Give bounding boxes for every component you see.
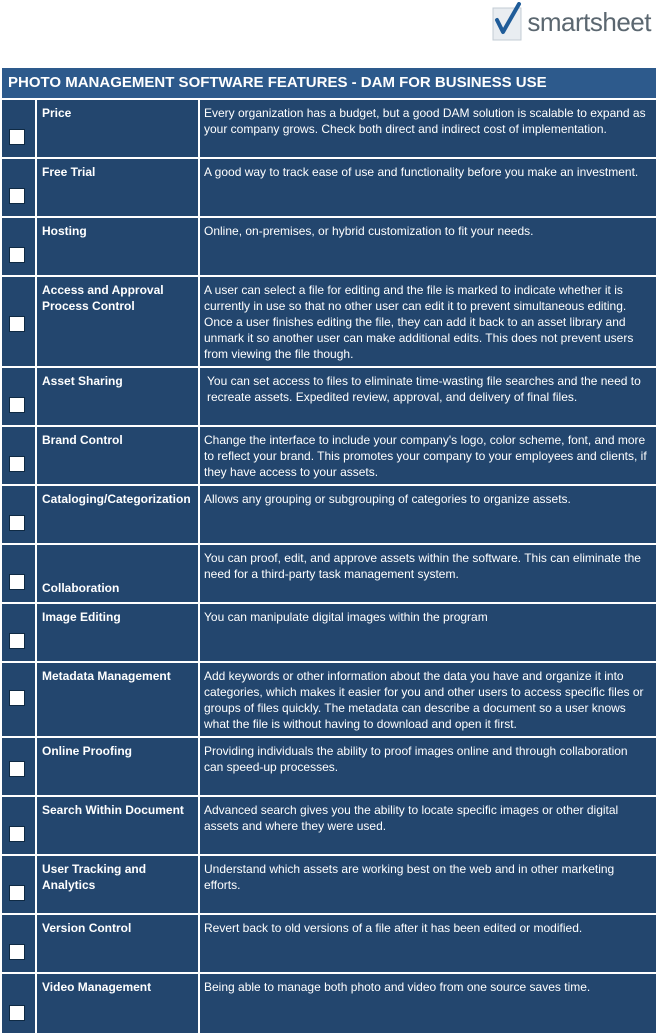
checkbox-cell [2,856,37,913]
checkbox-cell [2,277,37,366]
feature-name: Price [37,100,200,157]
table-row [2,486,656,545]
checkbox-cell [2,368,37,425]
feature-checklist-table [2,68,656,1033]
checkbox-cell [2,974,37,1033]
feature-description: You can manipulate digital images within the program [204,610,488,624]
table-row [2,915,656,974]
checkbox-cell [2,545,37,602]
checkbox[interactable] [9,129,25,145]
checkbox-cell [2,797,37,854]
table-row [2,427,656,486]
feature-description: You can proof, edit, and approve assets within the software. This can eliminate the need for a third-party task management system. [204,551,641,581]
checkbox-cell [2,159,37,216]
feature-description: A good way to track ease of use and functionality before you make an investment. [204,165,639,179]
feature-name: Cataloging/Categorization [37,486,200,543]
checkmark-logo-icon [491,2,525,42]
feature-description: Being able to manage both photo and video from one source saves time. [204,980,591,994]
feature-name: User Tracking and Analytics [37,856,200,913]
feature-name-cell [37,545,200,602]
feature-name: Free Trial [37,159,200,216]
checkbox-cell [2,427,37,484]
feature-description: Change the interface to include your company's logo, color scheme, font, and more to reflect your brand. This promotes your company to your employees and clients, if they have access to your assets. [204,433,647,479]
checkbox-cell [2,218,37,275]
table-row [2,738,656,797]
table-row [2,159,656,218]
checkbox[interactable] [9,456,25,472]
feature-description: Advanced search gives you the ability to locate specific images or other digital assets and where they were used. [204,803,619,833]
feature-name: Video Management [37,974,200,1033]
feature-description: You can set access to files to eliminate time-wasting file searches and the need to recreate assets. Expedited review, approval, and delivery of final files. [207,374,641,404]
table-row [2,663,656,738]
table-row [2,100,656,159]
checkbox-cell [2,738,37,795]
smartsheet-logo [491,2,651,42]
checkbox[interactable] [9,515,25,531]
feature-name: Metadata Management [37,663,200,736]
table-row [2,368,656,427]
feature-description: Providing individuals the ability to proof images online and through collaboration can speed-up processes. [204,744,628,774]
table-row [2,604,656,663]
checkbox[interactable] [9,1005,25,1021]
feature-description: Every organization has a budget, but a good DAM solution is scalable to expand as your company grows. Check both direct and indirect cost of implementation. [204,106,646,136]
table-row [2,974,656,1033]
feature-name: Online Proofing [37,738,200,795]
feature-description: A user can select a file for editing and the file is marked to indicate whether it is currently in use so that no other user can edit it to prevent simultaneous editing. Once a user finishes editing the file, they can add it back to an asset library and unmark it so another user can make additional edits. This does not prevent users from viewing the file though. [204,283,634,361]
feature-name: Brand Control [37,427,200,484]
feature-name: Image Editing [37,604,200,661]
feature-description: Add keywords or other information about the data you have and organize it into categories, which makes it easier for you and other users to access specific files or groups of files quickly. The metadata can describe a document so a user knows what the file is without having to download and open it first. [204,669,644,731]
feature-description: Understand which assets are working best on the web and in other marketing efforts. [204,862,615,892]
logo-wordmark: smartsheet [527,6,651,37]
checkbox[interactable] [9,397,25,413]
feature-name: Search Within Document [37,797,200,854]
checkbox[interactable] [9,944,25,960]
feature-name: Asset Sharing [37,368,200,425]
feature-description: Allows any grouping or subgrouping of categories to organize assets. [204,492,571,506]
feature-description: Online, on-premises, or hybrid customization to fit your needs. [204,224,534,238]
checkbox[interactable] [9,247,25,263]
checkbox-cell [2,100,37,157]
feature-description: Revert back to old versions of a file after it has been edited or modified. [204,921,583,935]
feature-name: Hosting [37,218,200,275]
feature-name: Collaboration [42,581,120,595]
feature-name: Access and Approval Process Control [37,277,200,366]
table-row [2,218,656,277]
table-row [2,277,656,368]
checkbox[interactable] [9,633,25,649]
checkbox[interactable] [9,574,25,590]
checkbox[interactable] [9,761,25,777]
checkbox-cell [2,604,37,661]
checkbox[interactable] [9,316,25,332]
table-title: PHOTO MANAGEMENT SOFTWARE FEATURES - DAM FOR BUSINESS USE [2,68,656,100]
checkbox-cell [2,915,37,972]
table-row [2,797,656,856]
checkbox[interactable] [9,690,25,706]
checkbox[interactable] [9,826,25,842]
feature-name: Version Control [37,915,200,972]
checkbox[interactable] [9,885,25,901]
table-row [2,856,656,915]
checkbox-cell [2,486,37,543]
table-row [2,545,656,604]
checkbox[interactable] [9,188,25,204]
checkbox-cell [2,663,37,736]
